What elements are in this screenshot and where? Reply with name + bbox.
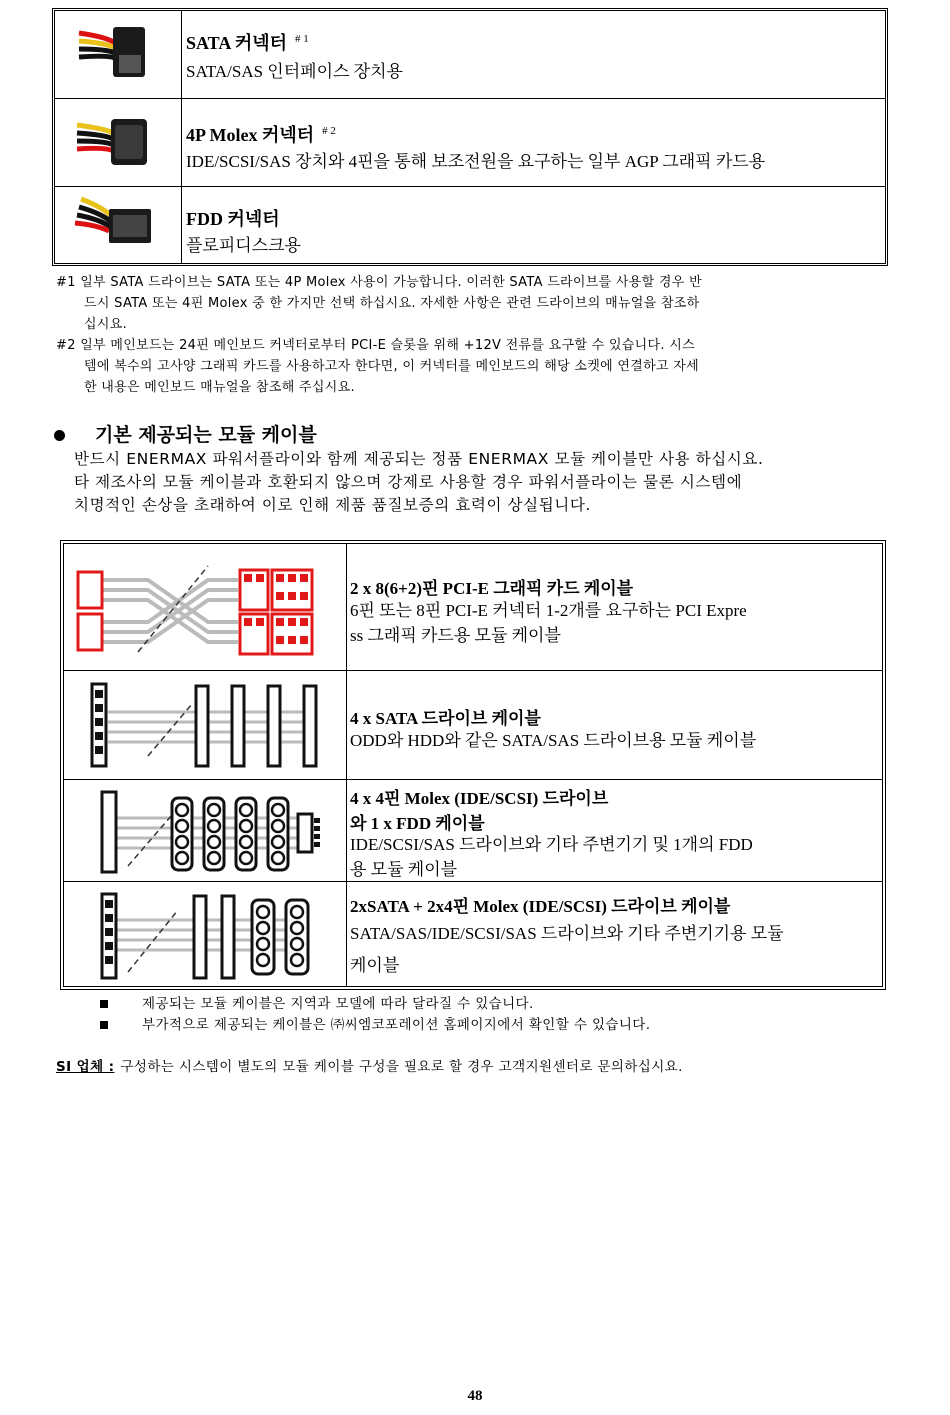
cable-title: 4 x SATA 드라이브 케이블	[350, 709, 541, 728]
connector-table	[52, 8, 888, 266]
connector-desc: IDE/SCSI/SAS 장치와 4핀을 통해 보조전원을 요구하는 일부 AGP 그래픽 카드용	[186, 152, 766, 171]
cable-desc: ODD와 HDD와 같은 SATA/SAS 드라이브용 모듈 케이블	[350, 731, 757, 750]
connector-row-molex	[55, 99, 885, 186]
section-body: 반드시 ENERMAX 파워서플라이와 함께 제공되는 정품 ENERMAX 모듈 케이블만 사용 하십시요. 타 제조사의 모듈 케이블과 호환되지 않으며 강제로 사용할 경우 파워서플라이는 물론 시스템에 치명적인 손상을 초래하여 이로 인해 제품 품질보증의 효력이 상실됩니다.	[74, 450, 764, 514]
note-item: 부가적으로 제공되는 케이블은 ㈜씨엠코포레이션 홈페이지에서 확인할 수 있습니다.	[100, 1013, 650, 1033]
molex-fdd-cable-icon	[68, 784, 338, 880]
square-bullet-icon	[100, 1000, 108, 1008]
connector-title: 4P Molex 커넥터 $^{\# 2}$	[186, 125, 336, 145]
cable-title: 2 x 8(6+2)핀 PCI-E 그래픽 카드 케이블	[350, 579, 634, 598]
page-number: 48	[467, 1388, 483, 1404]
cable-desc: 6핀 또는 8핀 PCI-E 커넥터 1-2개를 요구하는 PCI Expre ss 그래픽 카드용 모듈 케이블	[350, 601, 747, 645]
note-item: 제공되는 모듈 케이블은 지역과 모델에 따라 달라질 수 있습니다.	[100, 992, 534, 1012]
connector-row-fdd	[55, 187, 885, 263]
cable-desc: SATA/SAS/IDE/SCSI/SAS 드라이브와 기타 주변기기용 모듈 케이블	[350, 924, 784, 975]
fdd-connector-icon	[57, 189, 177, 261]
pcie-cable-icon	[68, 552, 338, 662]
cable-title: 4 x 4핀 Molex (IDE/SCSI) 드라이브	[350, 789, 609, 808]
sata-connector-icon	[57, 15, 177, 95]
molex-connector-icon	[57, 103, 177, 183]
footnote-1: #1 일부 SATA 드라이브는 SATA 또는 4P Molex 사용이 가능합니다. 이러한 SATA 드라이브를 사용할 경우 반 드시 SATA 또는 4핀 Molex 중 한 가지만 선택 하십시요. 자세한 사항은 관련 드라이브의 매뉴얼을 참조하 십시요.	[56, 275, 702, 332]
sata-cable-icon	[68, 676, 338, 776]
cable-table	[60, 540, 886, 990]
cable-desc: IDE/SCSI/SAS 드라이브와 기타 주변기기 및 1개의 FDD 용 모듈 케이블	[350, 835, 753, 879]
sata-molex-cable-icon	[68, 886, 338, 986]
cable-title: 2xSATA + 2x4핀 Molex (IDE/SCSI) 드라이브 케이블	[350, 897, 731, 916]
connector-title: FDD 커넥터	[186, 209, 280, 229]
si-note: SI 업체 : 구성하는 시스템이 별도의 모듈 케이블 구성을 필요로 할 경우 고객지원센터로 문의하십시요.	[56, 1059, 683, 1075]
connector-desc: 플로피디스크용	[186, 236, 301, 255]
bullet-icon	[54, 430, 65, 441]
connector-row-sata	[55, 11, 885, 98]
section-title: 기본 제공되는 모듈 케이블	[54, 420, 317, 447]
connector-title: SATA 커넥터 $^{\# 1}$	[186, 33, 309, 53]
square-bullet-icon	[100, 1021, 108, 1029]
footnote-2: #2 일부 메인보드는 24핀 메인보드 커넥터로부터 PCI-E 슬롯을 위해 +12V 전류를 요구할 수 있습니다. 시스 템에 복수의 고사양 그래픽 카드를 사용하고자 한다면, 이 커넥터를 메인보드의 해당 소켓에 연결하고 자세 한 내용은 메인보드 매뉴얼을 참조해 주십시요.	[56, 338, 699, 395]
cable-title: 와 1 x FDD 케이블	[350, 814, 485, 833]
connector-desc: SATA/SAS 인터페이스 장치용	[186, 62, 403, 81]
